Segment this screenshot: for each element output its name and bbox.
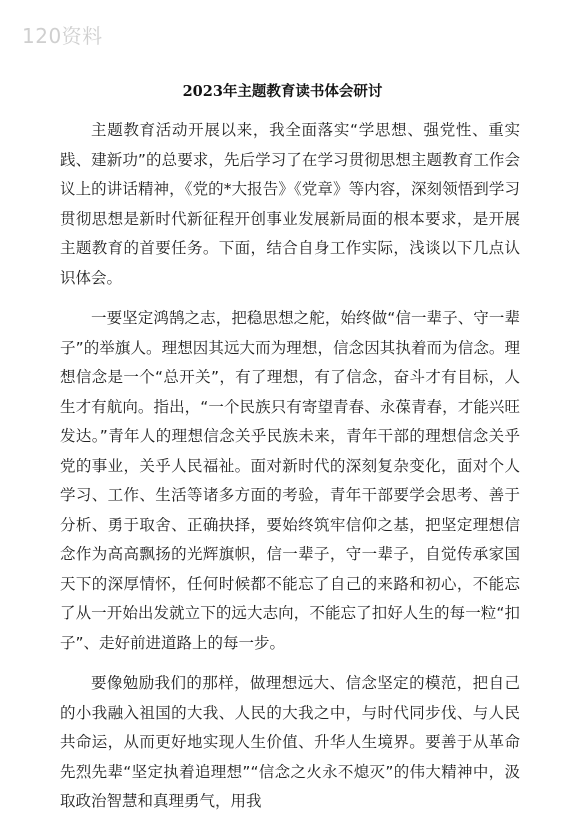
paragraph-intro: 主题教育活动开展以来，我全面落实“学思想、强党性、重实践、建新功”的总要求，先后学习了在学习贯彻思想主题教育工作会议上的讲话精神，《党的*大报告》《党章》等内容，深刻领悟到学习贯彻思想是新时代新征程开创事业发展新局面的根本要求，是开展主题教育的首要任务。下面，结合自身工作实际，浅谈以下几点认识体会。 xyxy=(60,121,520,287)
document-title: 2023年主题教育读书体会研讨 xyxy=(182,83,383,100)
paragraph-models: 要像勉励我们的那样，做理想远大、信念坚定的模范，把自己的小我融入祖国的大我、人民的大我之中，与时代同步伐、与人民共命运，从而更好地实现人生价值、升华人生境界。要善于从革命先烈先辈“坚定执着追理想”“信念之火永不熄灭”的伟大精神中，汲取政治智慧和真理勇气，用我 xyxy=(60,674,520,810)
document-body xyxy=(60,116,520,828)
watermark: 120资料 xyxy=(22,24,103,48)
paragraph-ideals: 一要坚定鸿鹄之志，把稳思想之舵，始终做“信一辈子、守一辈子”的举旗人。理想因其远大而为理想，信念因其执着而为信念。理想信念是一个“总开关”，有了理想，有了信念，奋斗才有目标，人生才有航向。指出，“一个民族只有寄望青春、永葆青春，才能兴旺发达。”青年人的理想信念关乎民族未来，青年干部的理想信念关乎党的事业，关乎人民福祉。面对新时代的深刻复杂变化，面对个人学习、工作、生活等诸多方面的考验，青年干部要学会思考、善于分析、勇于取舍、正确抉择，要始终筑牢信仰之基，把坚定理想信念作为高高飘扬的光辉旗帜，信一辈子，守一辈子，自觉传承家国天下的深厚情怀，任何时候都不能忘了自己的来路和初心，不能忘了从一开始出发就立下的远大志向，不能忘了扣好人生的每一粒“扣子”、走好前进道路上的每一步。 xyxy=(60,309,520,652)
